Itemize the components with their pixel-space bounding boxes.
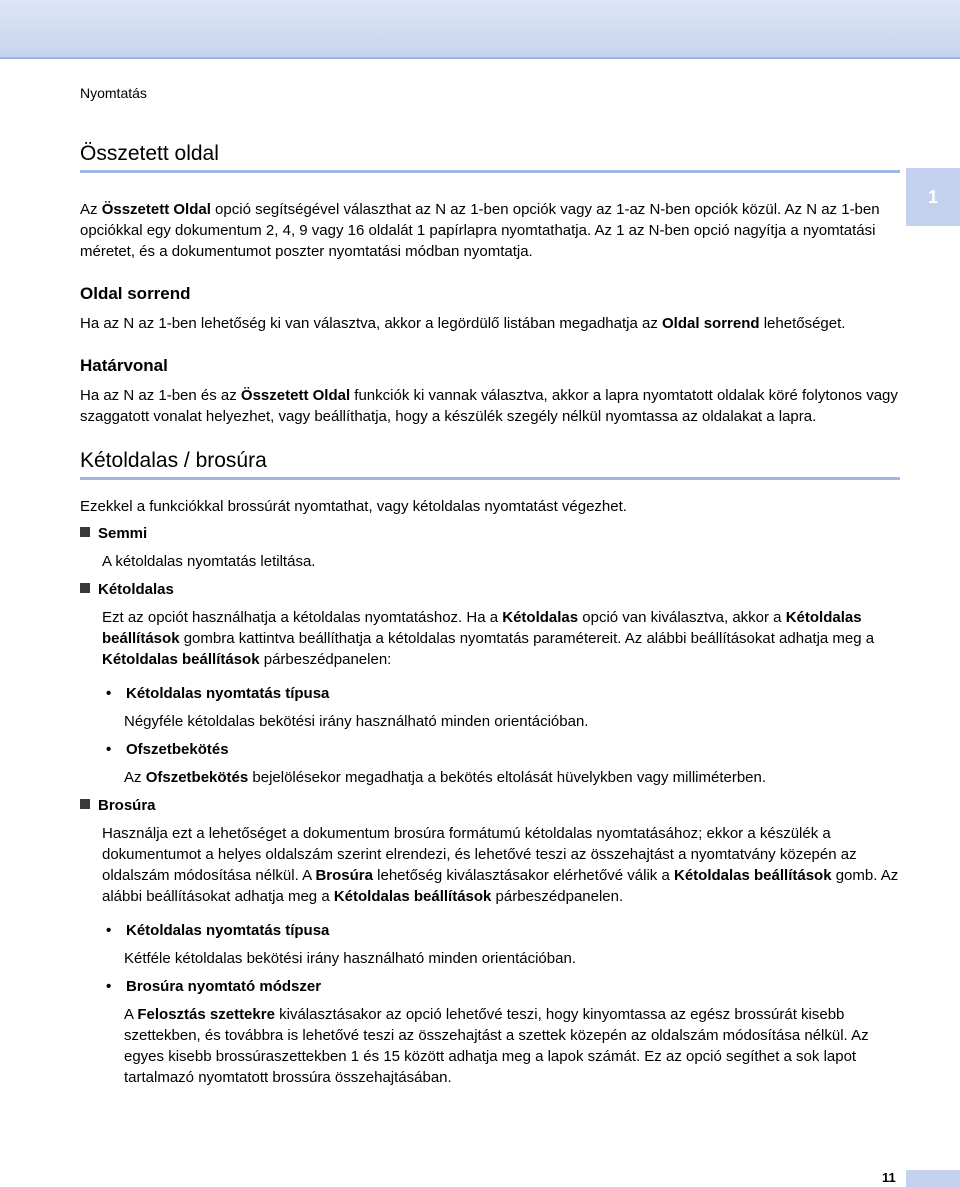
square-bullet-icon — [80, 583, 90, 593]
booklet-duplex-type-text: Kétféle kétoldalas bekötési irány használható minden orientációban. — [124, 950, 576, 967]
binding-offset-item: • Ofszetbekötés — [106, 741, 229, 758]
composite-page-intro: Az Összetett Oldal opció segítségével választhat az N az 1-ben opciók vagy az 1-az N-ben opciók közül. Az N az 1-ben opciókkal egy dokumentum 2, 4, 9 vagy 16 oldalát 1 papírlapra nyomtathatja. Az 1 az N-ben opció nagyítja a nyomtatási méretet, és a dokumentumot poszter nyomtatási módban nyomtatja. — [80, 201, 880, 260]
bullet-dot-icon: • — [106, 922, 112, 939]
section-title-duplex-booklet: Kétoldalas / brosúra — [80, 449, 900, 480]
border-line-heading: Határvonal — [80, 356, 168, 375]
bullet-dot-icon: • — [106, 685, 112, 702]
duplex-type-item: • Kétoldalas nyomtatás típusa — [106, 685, 330, 702]
page-number: 11 — [882, 1170, 896, 1185]
booklet-duplex-type-item: • Kétoldalas nyomtatás típusa — [106, 922, 330, 939]
page-number-tab — [906, 1170, 960, 1187]
bullet-dot-icon: • — [106, 978, 112, 995]
running-header: Nyomtatás — [80, 85, 147, 101]
top-decorative-band — [0, 0, 960, 57]
option-duplex: Kétoldalas — [80, 579, 900, 600]
bullet-dot-icon: • — [106, 741, 112, 758]
booklet-print-method-item: • Brosúra nyomtató módszer — [106, 978, 322, 995]
option-none: Semmi — [80, 523, 900, 544]
option-booklet-text: Használja ezt a lehetőséget a dokumentum brosúra formátumú kétoldalas nyomtatásához; ekkor a készülék a dokumentumot a helyes oldalszám szerint elrendezi, és lehetővé teszi az összehajtást a nyomtatvány közepén az oldalszám módosítása nélkül. A Brosúra lehetőség kiválasztásakor elérhetővé válik a Kétoldalas beállítások gomb. Az alábbi beállításokat adhatja meg a Kétoldalas beállítások párbeszédpanelen. — [102, 825, 899, 905]
border-line-text: Ha az N az 1-ben és az Összetett Oldal funkciók ki vannak választva, akkor a lapra nyomtatott oldalak köré folytonos vagy szaggatott vonalat helyezhet, vagy beállíthatja, hogy a készülék szegély nélkül nyomtassa az oldalakat a lapra. — [80, 387, 898, 425]
top-band-divider — [0, 57, 960, 59]
page-content — [80, 142, 900, 1088]
square-bullet-icon — [80, 799, 90, 809]
section-title-composite-page: Összetett oldal — [80, 142, 900, 173]
duplex-type-text: Négyféle kétoldalas bekötési irány használható minden orientációban. — [124, 713, 589, 730]
square-bullet-icon — [80, 527, 90, 537]
option-none-text: A kétoldalas nyomtatás letiltása. — [102, 553, 316, 570]
binding-offset-text: Az Ofszetbekötés bejelölésekor megadhatja a bekötés eltolását hüvelykben vagy milliméterben. — [124, 769, 767, 786]
duplex-intro: Ezekkel a funkciókkal brossúrát nyomtathat, vagy kétoldalas nyomtatást végezhet. — [80, 498, 627, 515]
chapter-tab: 1 — [906, 168, 960, 226]
option-duplex-text: Ezt az opciót használhatja a kétoldalas nyomtatáshoz. Ha a Kétoldalas opció van kiválasztva, akkor a Kétoldalas beállítások gombra kattintva beállíthatja a kétoldalas nyomtatás paramétereit. Az alábbi beállításokat adhatja meg a Kétoldalas beállítások párbeszédpanelen: — [102, 609, 875, 668]
option-booklet: Brosúra — [80, 795, 900, 816]
page-order-heading: Oldal sorrend — [80, 284, 191, 303]
page-order-text: Ha az N az 1-ben lehetőség ki van választva, akkor a legördülő listában megadhatja az Oldal sorrend lehetőséget. — [80, 315, 846, 332]
booklet-print-method-text: A Felosztás szettekre kiválasztásakor az opció lehetővé teszi, hogy kinyomtassa az egész brossúrát kisebb szettekben, és továbbra is lehetővé teszi az összehajtást a szettek közepén az oldalszám módosítása nélkül. Az egyes kisebb brossúraszettekben 1 és 15 között adhatja meg a lapok számát. Ez az opció segíthet a sok lapot tartalmazó nyomtatott brossúra összehajtásában. — [124, 1006, 869, 1086]
